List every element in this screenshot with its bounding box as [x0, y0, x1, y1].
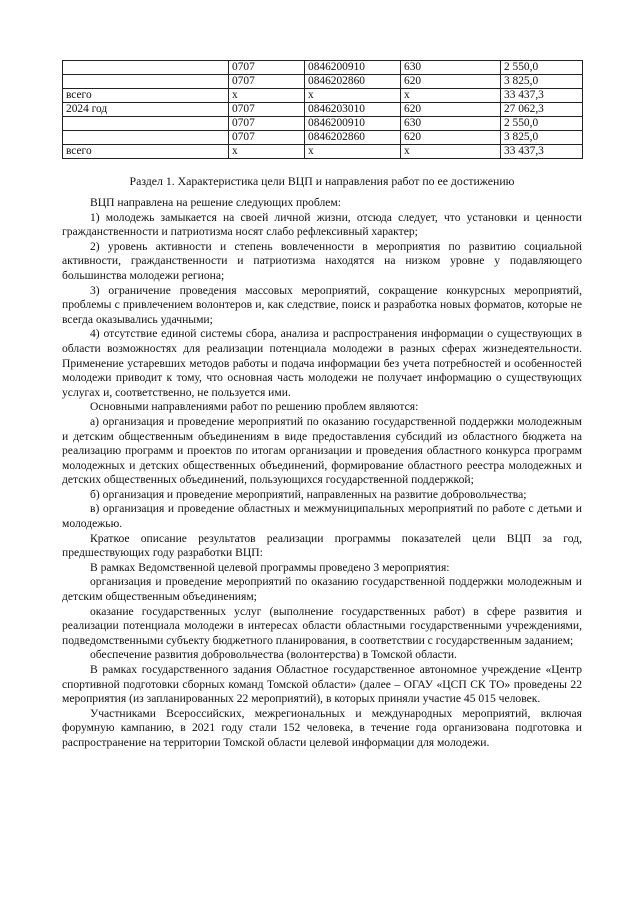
paragraph-direction-a: а) организация и проведение мероприятий по оказанию государственной поддержки молодежным и детским общественным объединениям в виде предоставления субсидий из областного бюджета на реализацию программ и проектов по итогам организации и проведения областного конкурса программ молодежных и детских общественных объединений, формирование областного реестра молодежных и детских общественных объединений, пользующихся государственной поддержкой; — [62, 414, 582, 487]
table-cell-period: всего — [63, 89, 229, 103]
table-cell-amount: 33 437,3 — [501, 89, 583, 103]
table-cell-section: 0707 — [229, 61, 305, 75]
table-cell-section: х — [229, 145, 305, 159]
table-row — [63, 117, 583, 131]
table-cell-amount: 2 550,0 — [501, 117, 583, 131]
table-cell-expense-type: х — [401, 89, 501, 103]
table-row — [63, 103, 583, 117]
paragraph-event-support: организация и проведение мероприятий по оказанию государственной поддержки молодежным и детским общественным объединениям; — [62, 575, 582, 604]
document-body — [62, 196, 582, 751]
table-cell-amount: 3 825,0 — [501, 131, 583, 145]
table-row — [63, 75, 583, 89]
table-cell-expense-type: 630 — [401, 117, 501, 131]
table-row — [63, 61, 583, 75]
table-cell-target-article: 0846203010 — [305, 103, 401, 117]
paragraph-state-task: В рамках государственного задания Областное государственное автономное учреждение «Центр спортивной подготовки сборных команд Томской области» (далее – ОГАУ «ЦСП СК ТО» проведены 22 мероприятия (из запланированных 22 мероприятий), в которых приняли участие 45 015 человек. — [62, 663, 582, 706]
table-cell-amount: 3 825,0 — [501, 75, 583, 89]
table-cell-period: 2024 год — [63, 103, 229, 117]
table-cell-target-article: 0846202860 — [305, 131, 401, 145]
paragraph-event-volunteering: обеспечение развития добровольчества (волонтерства) в Томской области. — [90, 648, 457, 662]
table-cell-period — [63, 131, 229, 145]
table-row — [63, 131, 583, 145]
paragraph-direction-b: б) организация и проведение мероприятий, направленных на развитие добровольчества; — [90, 487, 527, 501]
section-title: Раздел 1. Характеристика цели ВЦП и направления работ по ее достижению — [129, 174, 515, 188]
table-cell-section: 0707 — [229, 103, 305, 117]
paragraph-problem-3: 3) ограничение проведения массовых мероприятий, сокращение конкурсных мероприятий, проблемы с привлечением волонтеров и, как следствие, поиск и разработка новых форматов, которые не всегда оказывались удачными; — [62, 283, 582, 326]
table-row — [63, 145, 583, 159]
table-cell-amount: 33 437,3 — [501, 145, 583, 159]
table-cell-expense-type: 630 — [401, 61, 501, 75]
table-cell-amount: 2 550,0 — [501, 61, 583, 75]
table-cell-expense-type: 620 — [401, 75, 501, 89]
paragraph-direction-v: в) организация и проведение областных и межмуниципальных мероприятий по работе с детьми и молодежью. — [62, 502, 582, 531]
paragraph-problem-1: 1) молодежь замыкается на своей личной жизни, отсюда следует, что установки и ценности гражданственности и патриотизма носят слабо рефлексивный характер; — [62, 210, 582, 239]
table-cell-expense-type: х — [401, 145, 501, 159]
paragraph-event-services: оказание государственных услуг (выполнение государственных работ) в сфере развития и реализации потенциала молодежи в интересах области областными государственными учреждениями, подведомственными субъекту бюджетного планирования, в соответствии с государственным заданием; — [62, 604, 582, 647]
table-cell-target-article: х — [305, 145, 401, 159]
table-cell-period — [63, 61, 229, 75]
table-cell-section: х — [229, 89, 305, 103]
paragraph-results-intro: Краткое описание результатов реализации программы показателей цели ВЦП за год, предшествующих году разработки ВЦП: — [62, 531, 582, 560]
document-page — [62, 60, 582, 751]
table-cell-period — [63, 117, 229, 131]
table-row — [63, 89, 583, 103]
table-cell-section: 0707 — [229, 117, 305, 131]
table-cell-period: всего — [63, 145, 229, 159]
table-cell-period — [63, 75, 229, 89]
table-cell-expense-type: 620 — [401, 131, 501, 145]
table-cell-amount: 27 062,3 — [501, 103, 583, 117]
table-cell-target-article: 0846200910 — [305, 117, 401, 131]
paragraph-problems-intro: ВЦП направлена на решение следующих проблем: — [90, 196, 341, 209]
table-cell-section: 0707 — [229, 131, 305, 145]
budget-table — [62, 60, 583, 159]
paragraph-problem-2: 2) уровень активности и степень вовлеченности в мероприятия по развитию социальной активности, гражданственности и патриотизма находятся на низком уровне у подавляющего большинства молодежи региона; — [62, 239, 582, 282]
paragraph-problem-4: 4) отсутствие единой системы сбора, анализа и распространения информации о существующих в области возможностях для реализации потенциала молодежи в разных сферах жизнедеятельности. Применение устаревших методов работы и подача информации без учета потребностей и особенностей молодежи приводит к тому, что основная часть молодежи не получает информацию о существующих услугах и, соответственно, не пользуется ими. — [62, 327, 582, 399]
table-cell-expense-type: 620 — [401, 103, 501, 117]
table-cell-target-article: х — [305, 89, 401, 103]
table-cell-target-article: 0846200910 — [305, 61, 401, 75]
paragraph-directions-intro: Основными направлениями работ по решению проблем являются: — [90, 400, 419, 414]
table-cell-target-article: 0846202860 — [305, 75, 401, 89]
paragraph-events-count: В рамках Ведомственной целевой программы проведено 3 мероприятия: — [90, 560, 450, 574]
table-cell-section: 0707 — [229, 75, 305, 89]
paragraph-participants: Участниками Всероссийских, межрегиональных и международных мероприятий, включая форумную кампанию, в 2021 году стали 152 человека, в течение года организована подготовка и распространение на территории Томской области целевой информации для молодежи. — [62, 706, 582, 749]
